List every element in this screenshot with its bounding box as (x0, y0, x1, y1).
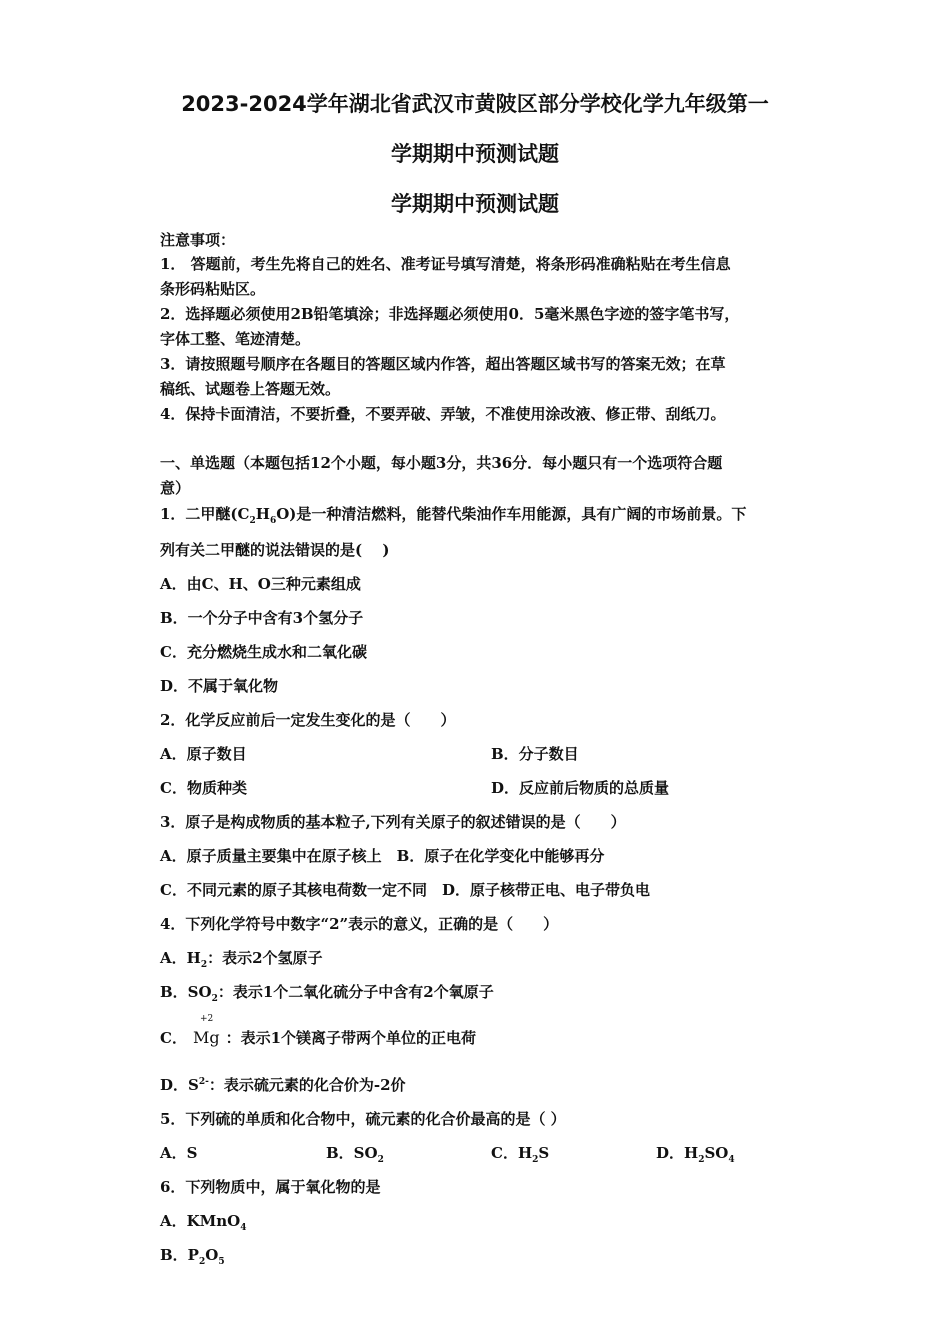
question-5-option-c[interactable]: C．$H_2S$ (491, 1144, 550, 1165)
question-3-options-cd[interactable]: C．不同元素的原子其核电荷数一定不同 D．原子核带正电、电子带负电 (160, 881, 650, 899)
exam-title-line1: 2023-2024学年湖北省武汉市黄陂区部分学校化学九年级第一 (181, 92, 769, 116)
question-5-option-b[interactable]: B．$SO_2$ (326, 1144, 384, 1165)
question-6-option-a[interactable]: A．KMnO$_4$ (160, 1212, 247, 1233)
question-4-stem: 4．下列化学符号中数字“2”表示的意义，正确的是（ ） (160, 915, 559, 933)
magnesium-valence-symbol: +2 Mg (192, 1014, 220, 1047)
question-3-stem: 3．原子是构成物质的基本粒子,下列有关原子的叙述错误的是（ ） (160, 813, 626, 831)
question-4-option-c[interactable]: C． +2 Mg ：表示1个镁离子带两个单位的正电荷 (160, 1014, 477, 1047)
exam-title-line2: 学期期中预测试题 (391, 142, 559, 166)
question-2-option-b[interactable]: B．分子数目 (491, 745, 579, 763)
question-4-option-d[interactable]: D．$S^{2-}$：表示硫元素的化合价为-2价 (160, 1076, 406, 1094)
notice-item: 稿纸、试题卷上答题无效。 (160, 380, 341, 398)
notice-item: 条形码粘贴区。 (160, 280, 266, 298)
notice-item: 字体工整、笔迹清楚。 (160, 330, 311, 348)
question-5-option-a[interactable]: A．S (160, 1144, 198, 1162)
notice-item: 4．保持卡面清洁，不要折叠，不要弄破、弄皱，不准使用涂改液、修正带、刮纸刀。 (160, 405, 726, 423)
question-6-option-b[interactable]: B．$P_2O_5$ (160, 1246, 225, 1267)
question-2-stem: 2．化学反应前后一定发生变化的是（ ） (160, 711, 456, 729)
section-heading-cont: 意） (160, 479, 191, 497)
question-2-option-d[interactable]: D．反应前后物质的总质量 (491, 779, 670, 797)
notice-item: 3．请按照题号顺序在各题目的答题区域内作答，超出答题区域书写的答案无效；在草 (160, 355, 726, 373)
question-6-stem: 6．下列物质中，属于氧化物的是 (160, 1178, 381, 1196)
question-5-option-d[interactable]: D．$H_2SO_4$ (656, 1144, 735, 1165)
notice-item: 1． 答题前，考生先将自己的姓名、准考证号填写清楚，将条形码准确粘贴在考生信息 (160, 255, 731, 273)
question-1-option-c[interactable]: C．充分燃烧生成水和二氧化碳 (160, 643, 367, 661)
question-1-stem-cont: 列有关二甲醚的说法错误的是( ) (160, 541, 390, 559)
question-1-option-d[interactable]: D．不属于氧化物 (160, 677, 279, 695)
question-4-option-a[interactable]: A．$H_2$：表示2个氢原子 (160, 949, 323, 970)
question-1-option-b[interactable]: B．一个分子中含有3个氢分子 (160, 609, 364, 627)
question-4-option-b[interactable]: B．$SO_2$：表示1个二氧化硫分子中含有2个氧原子 (160, 983, 494, 1004)
question-5-stem: 5．下列硫的单质和化合物中，硫元素的化合价最高的是（ ） (160, 1110, 566, 1128)
section-heading: 一、单选题（本题包括12个小题，每小题3分，共36分．每小题只有一个选项符合题 (160, 454, 723, 472)
exam-title-line3: 学期期中预测试题 (391, 192, 559, 216)
notice-heading: 注意事项： (160, 231, 236, 249)
question-2-option-a[interactable]: A．原子数目 (160, 745, 247, 763)
question-2-option-c[interactable]: C．物质种类 (160, 779, 247, 797)
question-1-stem: 1．二甲醚$(C_2H_6O)$是一种清洁燃料，能替代柴油作车用能源，具有广阔的市场前景。下 (160, 505, 747, 526)
notice-item: 2．选择题必须使用2B铅笔填涂；非选择题必须使用0．5毫米黑色字迹的签字笔书写， (160, 305, 740, 323)
question-1-option-a[interactable]: A．由C、H、O三种元素组成 (160, 575, 361, 593)
question-3-options-ab[interactable]: A．原子质量主要集中在原子核上 B．原子在化学变化中能够再分 (160, 847, 605, 865)
